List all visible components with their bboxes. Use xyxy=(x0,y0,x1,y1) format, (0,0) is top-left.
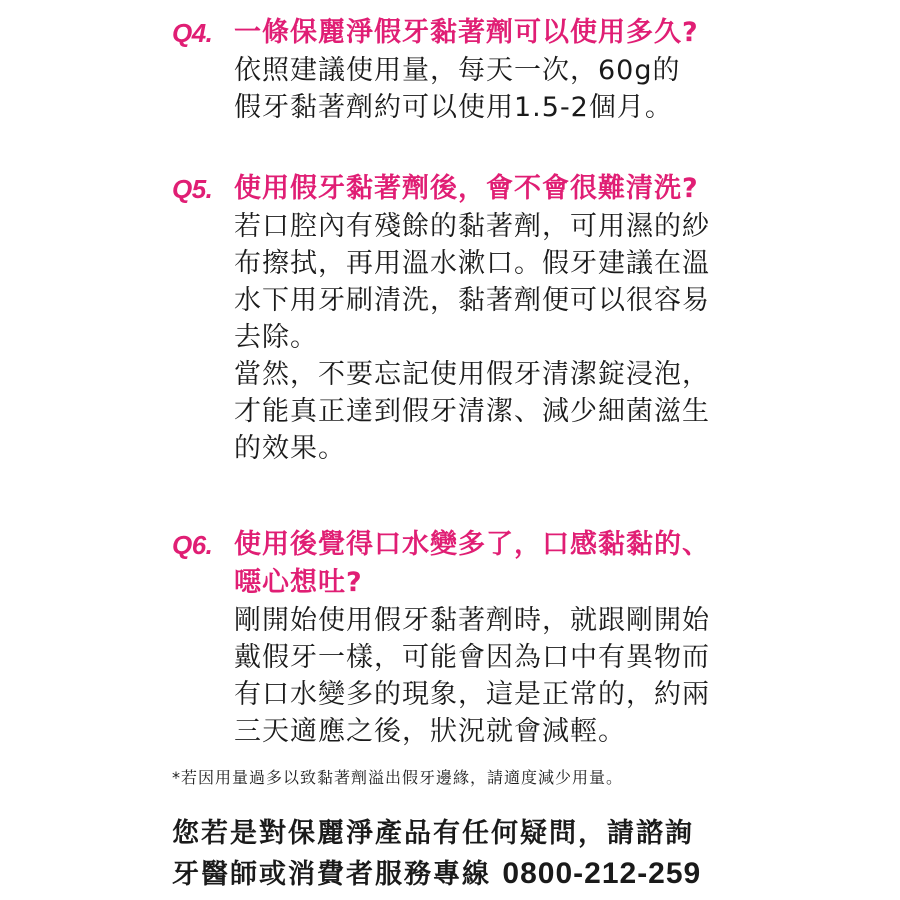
answer-line: 去除。 xyxy=(234,322,318,353)
question-text xyxy=(234,526,710,602)
service-hotline-number[interactable]: 0800-212-259 xyxy=(502,857,702,890)
question-text xyxy=(234,14,699,52)
answer-line: 的效果。 xyxy=(234,433,346,464)
answer-line: 當然，不要忘記使用假牙清潔錠浸泡， xyxy=(234,359,710,390)
question-line: 使用後覺得口水變多了，口感黏黏的、 xyxy=(234,529,710,560)
faq-item-q4 xyxy=(172,14,742,126)
question-number: Q4. xyxy=(172,18,213,48)
answer-line: 戴假牙一樣，可能會因為口中有異物而 xyxy=(234,642,710,673)
answer-line: 依照建議使用量，每天一次，60g的 xyxy=(234,55,681,86)
answer-text xyxy=(234,208,742,467)
answer-line: 水下用牙刷清洗，黏著劑便可以很容易 xyxy=(234,285,710,316)
faq-item-q6 xyxy=(172,526,742,750)
answer-text xyxy=(234,52,742,126)
contact-info xyxy=(172,814,701,895)
usage-footnote: *若因用量過多以致黏著劑溢出假牙邊緣，請適度減少用量。 xyxy=(172,768,624,787)
answer-line: 才能真正達到假牙清潔、減少細菌滋生 xyxy=(234,396,710,427)
question-line: 噁心想吐? xyxy=(234,567,363,598)
answer-text xyxy=(234,602,742,750)
contact-line-text: 牙醫師或消費者服務專線 xyxy=(172,859,503,890)
question-row xyxy=(172,170,742,208)
answer-line: 有口水變多的現象，這是正常的，約兩 xyxy=(234,679,710,710)
question-number: Q5. xyxy=(172,174,213,204)
question-text xyxy=(234,170,699,208)
question-line: 使用假牙黏著劑後，會不會很難清洗? xyxy=(234,173,699,204)
answer-line: 假牙黏著劑約可以使用1.5-2個月。 xyxy=(234,92,673,123)
question-number: Q6. xyxy=(172,530,213,560)
question-line: 一條保麗淨假牙黏著劑可以使用多久? xyxy=(234,17,699,48)
answer-line: 布擦拭，再用溫水漱口。假牙建議在溫 xyxy=(234,248,710,279)
answer-line: 若口腔內有殘餘的黏著劑，可用濕的紗 xyxy=(234,211,710,242)
faq-item-q5 xyxy=(172,170,742,467)
answer-line: 剛開始使用假牙黏著劑時，就跟剛開始 xyxy=(234,605,710,636)
question-row xyxy=(172,14,742,52)
contact-line: 您若是對保麗淨產品有任何疑問，請諮詢 xyxy=(172,818,694,849)
contact-line xyxy=(172,854,701,895)
answer-line: 三天適應之後，狀況就會減輕。 xyxy=(234,716,626,747)
question-row xyxy=(172,526,742,602)
